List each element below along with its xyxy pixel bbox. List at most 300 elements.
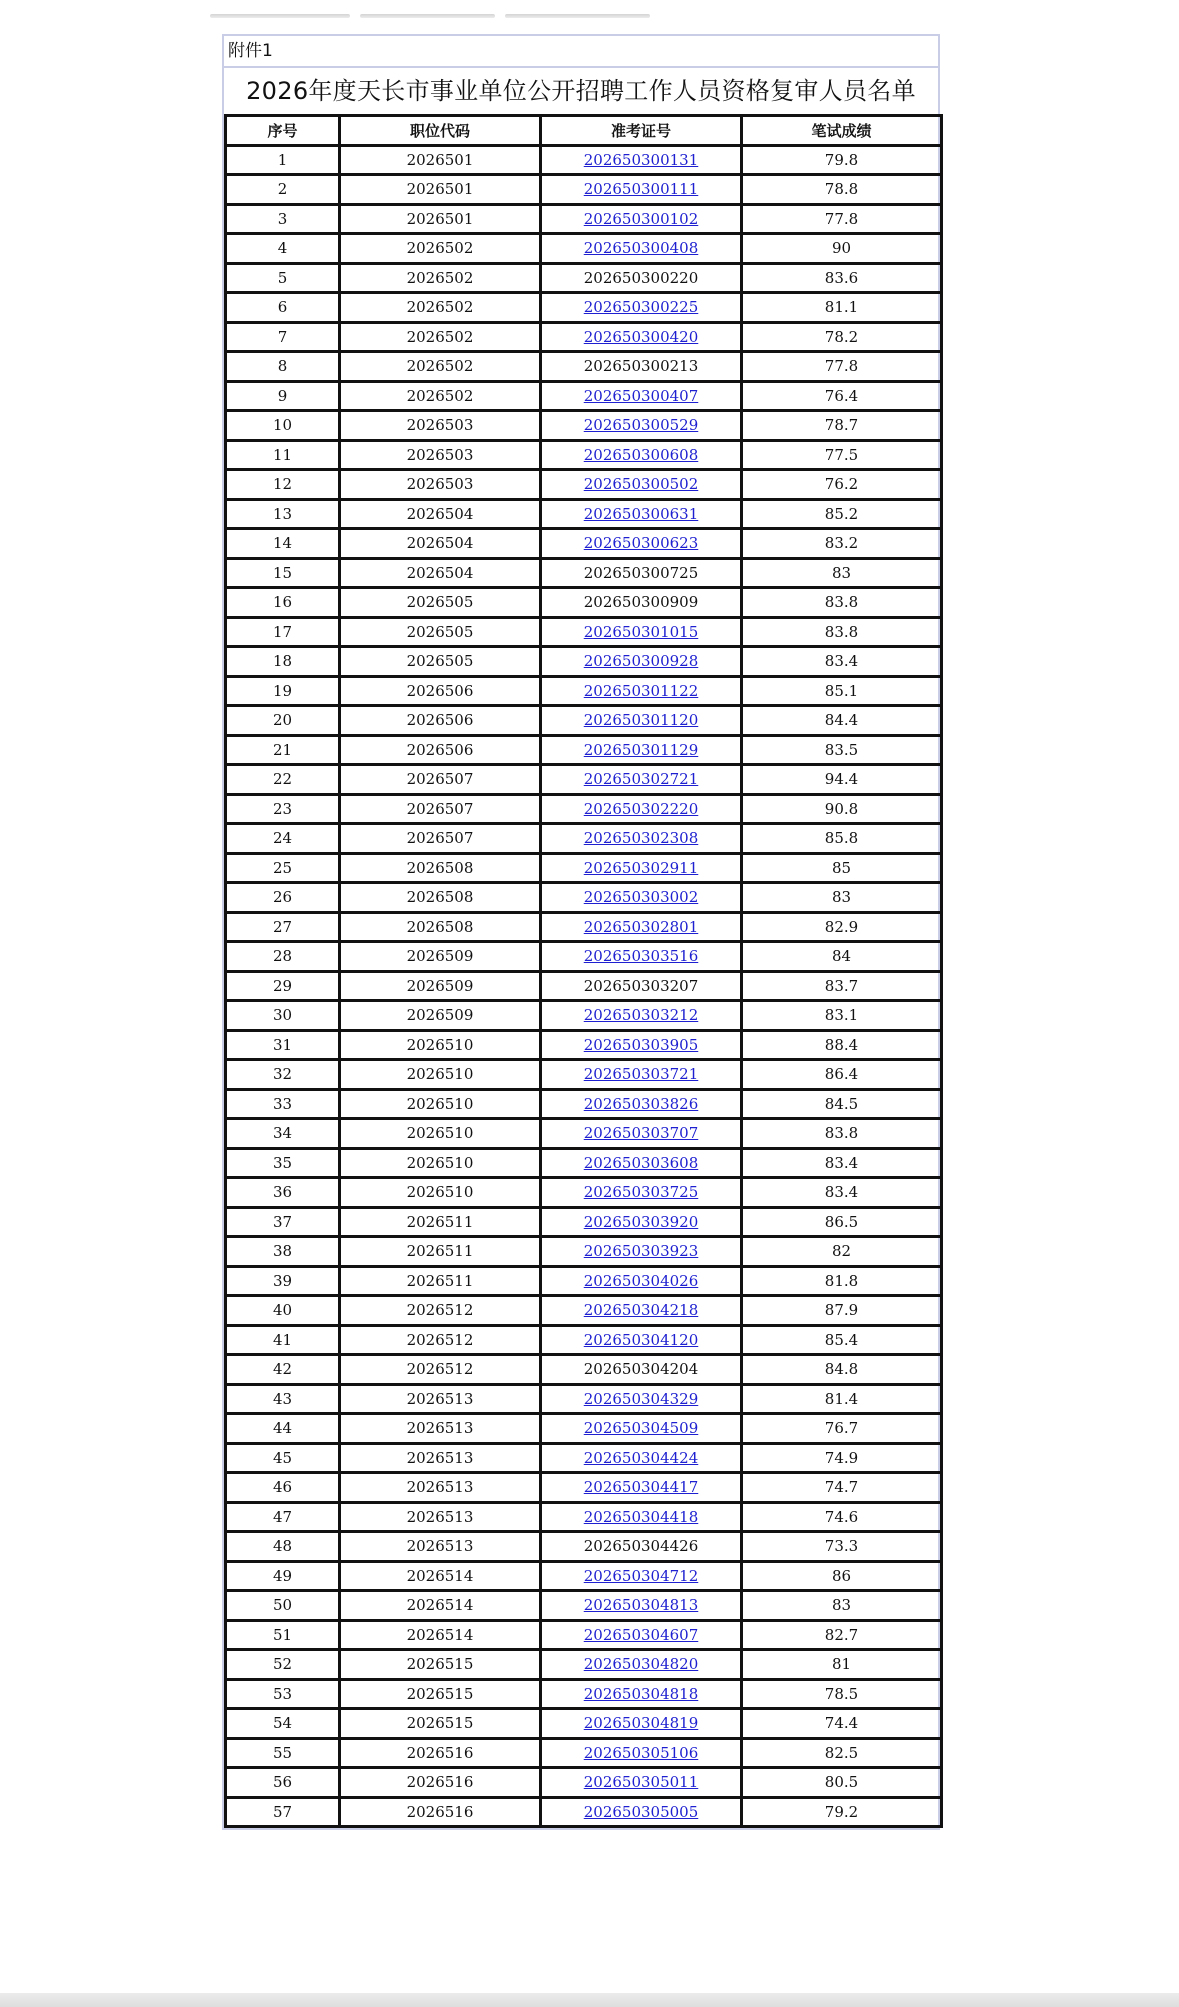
cell-score: 83.2 bbox=[742, 529, 942, 559]
cell-position-code: 2026505 bbox=[340, 588, 541, 618]
cell-seq: 5 bbox=[226, 263, 340, 293]
cell-position-code: 2026504 bbox=[340, 529, 541, 559]
cell-seq: 26 bbox=[226, 883, 340, 913]
cell-position-code: 2026513 bbox=[340, 1532, 541, 1562]
cell-score: 81.8 bbox=[742, 1266, 942, 1296]
cell-position-code: 2026513 bbox=[340, 1502, 541, 1532]
table-row bbox=[226, 853, 942, 883]
cell-score: 85 bbox=[742, 853, 942, 883]
exam-number-link[interactable]: 202650300928 bbox=[583, 652, 699, 671]
cell-exam-number[interactable] bbox=[541, 1384, 742, 1414]
top-tab-strip bbox=[210, 14, 650, 19]
cell-score: 90 bbox=[742, 234, 942, 264]
cell-score: 84.5 bbox=[742, 1089, 942, 1119]
cell-position-code: 2026509 bbox=[340, 971, 541, 1001]
cell-exam-number[interactable] bbox=[541, 440, 742, 470]
table-row bbox=[226, 1443, 942, 1473]
cell-seq: 43 bbox=[226, 1384, 340, 1414]
cell-position-code: 2026510 bbox=[340, 1089, 541, 1119]
cell-seq: 46 bbox=[226, 1473, 340, 1503]
table-row bbox=[226, 706, 942, 736]
exam-number-link[interactable]: 202650303516 bbox=[583, 947, 699, 966]
cell-seq: 17 bbox=[226, 617, 340, 647]
cell-exam-number bbox=[541, 971, 742, 1001]
cell-score: 83 bbox=[742, 558, 942, 588]
tab-indicator[interactable] bbox=[210, 14, 350, 18]
cell-exam-number[interactable] bbox=[541, 883, 742, 913]
cell-exam-number[interactable] bbox=[541, 794, 742, 824]
cell-exam-number bbox=[541, 1355, 742, 1385]
cell-seq: 53 bbox=[226, 1679, 340, 1709]
cell-exam-number[interactable] bbox=[541, 1709, 742, 1739]
cell-score: 87.9 bbox=[742, 1296, 942, 1326]
cell-score: 84.8 bbox=[742, 1355, 942, 1385]
table-row bbox=[226, 499, 942, 529]
table-row bbox=[226, 1178, 942, 1208]
column-header-seq: 序号 bbox=[226, 116, 340, 146]
cell-exam-number[interactable] bbox=[541, 1001, 742, 1031]
cell-exam-number[interactable] bbox=[541, 293, 742, 323]
cell-score: 83 bbox=[742, 883, 942, 913]
cell-position-code: 2026514 bbox=[340, 1591, 541, 1621]
cell-seq: 10 bbox=[226, 411, 340, 441]
exam-number-link[interactable]: 202650300408 bbox=[583, 239, 699, 258]
cell-exam-number[interactable] bbox=[541, 411, 742, 441]
cell-score: 73.3 bbox=[742, 1532, 942, 1562]
cell-position-code: 2026502 bbox=[340, 234, 541, 264]
cell-position-code: 2026516 bbox=[340, 1768, 541, 1798]
cell-exam-number[interactable] bbox=[541, 175, 742, 205]
cell-position-code: 2026503 bbox=[340, 470, 541, 500]
cell-exam-number[interactable] bbox=[541, 499, 742, 529]
table-row bbox=[226, 794, 942, 824]
exam-number-link[interactable]: 202650302220 bbox=[583, 799, 699, 818]
table-row bbox=[226, 1060, 942, 1090]
table-row bbox=[226, 1591, 942, 1621]
cell-exam-number[interactable] bbox=[541, 1620, 742, 1650]
cell-exam-number[interactable] bbox=[541, 234, 742, 264]
cell-score: 83.7 bbox=[742, 971, 942, 1001]
exam-number-link[interactable]: 202650304418 bbox=[583, 1507, 699, 1526]
cell-exam-number[interactable] bbox=[541, 1797, 742, 1827]
cell-score: 81 bbox=[742, 1650, 942, 1680]
table-row bbox=[226, 1620, 942, 1650]
cell-score: 76.4 bbox=[742, 381, 942, 411]
cell-seq: 48 bbox=[226, 1532, 340, 1562]
exam-number-link[interactable]: 202650300102 bbox=[583, 209, 699, 228]
exam-number-link[interactable]: 202650300631 bbox=[583, 504, 699, 523]
table-row bbox=[226, 1532, 942, 1562]
table-row bbox=[226, 234, 942, 264]
cell-position-code: 2026504 bbox=[340, 558, 541, 588]
cell-position-code: 2026515 bbox=[340, 1679, 541, 1709]
cell-position-code: 2026503 bbox=[340, 440, 541, 470]
cell-exam-number bbox=[541, 558, 742, 588]
cell-position-code: 2026515 bbox=[340, 1709, 541, 1739]
cell-position-code: 2026514 bbox=[340, 1620, 541, 1650]
cell-seq: 11 bbox=[226, 440, 340, 470]
cell-exam-number[interactable] bbox=[541, 381, 742, 411]
cell-seq: 57 bbox=[226, 1797, 340, 1827]
cell-score: 85.1 bbox=[742, 676, 942, 706]
table-row bbox=[226, 381, 942, 411]
cell-position-code: 2026514 bbox=[340, 1561, 541, 1591]
table-row bbox=[226, 824, 942, 854]
cell-position-code: 2026510 bbox=[340, 1030, 541, 1060]
exam-number-link[interactable]: 202650304509 bbox=[583, 1419, 699, 1438]
cell-score: 83.4 bbox=[742, 1148, 942, 1178]
cell-exam-number[interactable] bbox=[541, 765, 742, 795]
exam-number-link[interactable]: 202650303721 bbox=[583, 1065, 699, 1084]
cell-exam-number[interactable] bbox=[541, 1414, 742, 1444]
exam-number-link[interactable]: 202650302721 bbox=[583, 770, 699, 789]
exam-number-link[interactable]: 202650300407 bbox=[583, 386, 699, 405]
cell-position-code: 2026501 bbox=[340, 204, 541, 234]
cell-position-code: 2026512 bbox=[340, 1325, 541, 1355]
exam-number-link[interactable]: 202650303923 bbox=[583, 1242, 699, 1261]
cell-position-code: 2026502 bbox=[340, 352, 541, 382]
cell-exam-number[interactable] bbox=[541, 1148, 742, 1178]
table-row bbox=[226, 1650, 942, 1680]
exam-number-link[interactable]: 202650303920 bbox=[583, 1212, 699, 1231]
cell-seq: 56 bbox=[226, 1768, 340, 1798]
exam-number-link[interactable]: 202650300225 bbox=[583, 298, 699, 317]
exam-number-link[interactable]: 202650304818 bbox=[583, 1684, 699, 1703]
cell-position-code: 2026507 bbox=[340, 794, 541, 824]
table-row bbox=[226, 1207, 942, 1237]
cell-seq: 18 bbox=[226, 647, 340, 677]
cell-score: 74.6 bbox=[742, 1502, 942, 1532]
cell-position-code: 2026511 bbox=[340, 1237, 541, 1267]
cell-position-code: 2026512 bbox=[340, 1355, 541, 1385]
cell-score: 86.5 bbox=[742, 1207, 942, 1237]
cell-exam-number[interactable] bbox=[541, 204, 742, 234]
tab-indicator[interactable] bbox=[360, 14, 495, 18]
cell-score: 78.5 bbox=[742, 1679, 942, 1709]
exam-number-link[interactable]: 202650304712 bbox=[583, 1566, 699, 1585]
exam-number-link[interactable]: 202650300529 bbox=[583, 416, 699, 435]
table-row bbox=[226, 529, 942, 559]
cell-position-code: 2026513 bbox=[340, 1414, 541, 1444]
cell-exam-number[interactable] bbox=[541, 647, 742, 677]
cell-seq: 54 bbox=[226, 1709, 340, 1739]
cell-position-code: 2026510 bbox=[340, 1178, 541, 1208]
cell-score: 84.4 bbox=[742, 706, 942, 736]
cell-seq: 27 bbox=[226, 912, 340, 942]
cell-score: 86.4 bbox=[742, 1060, 942, 1090]
cell-score: 74.9 bbox=[742, 1443, 942, 1473]
table-row bbox=[226, 558, 942, 588]
cell-position-code: 2026509 bbox=[340, 1001, 541, 1031]
cell-seq: 41 bbox=[226, 1325, 340, 1355]
cell-position-code: 2026513 bbox=[340, 1473, 541, 1503]
cell-seq: 25 bbox=[226, 853, 340, 883]
table-row bbox=[226, 440, 942, 470]
cell-exam-number bbox=[541, 352, 742, 382]
exam-number-link[interactable]: 202650303826 bbox=[583, 1094, 699, 1113]
cell-exam-number bbox=[541, 1532, 742, 1562]
cell-score: 83.4 bbox=[742, 1178, 942, 1208]
cell-seq: 21 bbox=[226, 735, 340, 765]
exam-number-text: 202650304426 bbox=[583, 1537, 699, 1556]
cell-exam-number[interactable] bbox=[541, 1030, 742, 1060]
cell-position-code: 2026508 bbox=[340, 853, 541, 883]
cell-score: 76.2 bbox=[742, 470, 942, 500]
cell-position-code: 2026508 bbox=[340, 912, 541, 942]
table-row bbox=[226, 883, 942, 913]
cell-score: 83.4 bbox=[742, 647, 942, 677]
exam-number-link[interactable]: 202650303002 bbox=[583, 888, 699, 907]
cell-exam-number[interactable] bbox=[541, 735, 742, 765]
cell-exam-number[interactable] bbox=[541, 1119, 742, 1149]
cell-score: 83.1 bbox=[742, 1001, 942, 1031]
cell-exam-number bbox=[541, 588, 742, 618]
cell-seq: 24 bbox=[226, 824, 340, 854]
cell-score: 86 bbox=[742, 1561, 942, 1591]
cell-seq: 12 bbox=[226, 470, 340, 500]
cell-exam-number[interactable] bbox=[541, 824, 742, 854]
cell-exam-number[interactable] bbox=[541, 676, 742, 706]
table-header-row bbox=[226, 116, 942, 146]
table-row bbox=[226, 1797, 942, 1827]
table-row bbox=[226, 735, 942, 765]
cell-exam-number[interactable] bbox=[541, 1738, 742, 1768]
exam-number-link[interactable]: 202650302801 bbox=[583, 917, 699, 936]
cell-position-code: 2026510 bbox=[340, 1119, 541, 1149]
exam-number-link[interactable]: 202650303707 bbox=[583, 1124, 699, 1143]
table-row bbox=[226, 411, 942, 441]
page-title: 2026年度天长市事业单位公开招聘工作人员资格复审人员名单 bbox=[246, 77, 916, 105]
table-row bbox=[226, 647, 942, 677]
table-row bbox=[226, 1738, 942, 1768]
cell-position-code: 2026513 bbox=[340, 1443, 541, 1473]
cell-score: 90.8 bbox=[742, 794, 942, 824]
exam-number-link[interactable]: 202650300623 bbox=[583, 534, 699, 553]
exam-number-link[interactable]: 202650302911 bbox=[583, 858, 699, 877]
exam-number-link[interactable]: 202650305011 bbox=[583, 1773, 699, 1792]
cell-exam-number[interactable] bbox=[541, 1502, 742, 1532]
table-row bbox=[226, 1325, 942, 1355]
table-row bbox=[226, 1355, 942, 1385]
table-row bbox=[226, 1089, 942, 1119]
table-row bbox=[226, 1237, 942, 1267]
cell-score: 76.7 bbox=[742, 1414, 942, 1444]
cell-exam-number[interactable] bbox=[541, 1443, 742, 1473]
exam-number-link[interactable]: 202650304417 bbox=[583, 1478, 699, 1497]
cell-seq: 13 bbox=[226, 499, 340, 529]
table-row bbox=[226, 1030, 942, 1060]
exam-number-link[interactable]: 202650304820 bbox=[583, 1655, 699, 1674]
cell-seq: 38 bbox=[226, 1237, 340, 1267]
cell-seq: 20 bbox=[226, 706, 340, 736]
cell-exam-number[interactable] bbox=[541, 529, 742, 559]
table-row bbox=[226, 1384, 942, 1414]
cell-score: 80.5 bbox=[742, 1768, 942, 1798]
cell-exam-number[interactable] bbox=[541, 322, 742, 352]
cell-position-code: 2026506 bbox=[340, 706, 541, 736]
cell-score: 74.4 bbox=[742, 1709, 942, 1739]
cell-seq: 33 bbox=[226, 1089, 340, 1119]
cell-seq: 39 bbox=[226, 1266, 340, 1296]
cell-exam-number[interactable] bbox=[541, 1207, 742, 1237]
exam-number-link[interactable]: 202650302308 bbox=[583, 829, 699, 848]
cell-position-code: 2026515 bbox=[340, 1650, 541, 1680]
exam-number-link[interactable]: 202650303212 bbox=[583, 1006, 699, 1025]
exam-number-link[interactable]: 202650300502 bbox=[583, 475, 699, 494]
cell-position-code: 2026502 bbox=[340, 293, 541, 323]
exam-number-link[interactable]: 202650304329 bbox=[583, 1389, 699, 1408]
cell-position-code: 2026511 bbox=[340, 1207, 541, 1237]
cell-exam-number[interactable] bbox=[541, 1296, 742, 1326]
cell-position-code: 2026516 bbox=[340, 1797, 541, 1827]
cell-score: 85.2 bbox=[742, 499, 942, 529]
cell-exam-number[interactable] bbox=[541, 1679, 742, 1709]
cell-exam-number[interactable] bbox=[541, 145, 742, 175]
cell-score: 82.9 bbox=[742, 912, 942, 942]
cell-seq: 47 bbox=[226, 1502, 340, 1532]
cell-seq: 19 bbox=[226, 676, 340, 706]
exam-number-link[interactable]: 202650304120 bbox=[583, 1330, 699, 1349]
table-row bbox=[226, 912, 942, 942]
exam-number-text: 202650304204 bbox=[583, 1360, 699, 1379]
cell-exam-number[interactable] bbox=[541, 706, 742, 736]
cell-seq: 16 bbox=[226, 588, 340, 618]
table-row bbox=[226, 1679, 942, 1709]
cell-seq: 42 bbox=[226, 1355, 340, 1385]
table-row bbox=[226, 1296, 942, 1326]
cell-exam-number[interactable] bbox=[541, 1089, 742, 1119]
exam-number-link[interactable]: 202650300608 bbox=[583, 445, 699, 464]
cell-score: 81.4 bbox=[742, 1384, 942, 1414]
cell-exam-number[interactable] bbox=[541, 912, 742, 942]
cell-exam-number[interactable] bbox=[541, 1237, 742, 1267]
column-header-exam-number: 准考证号 bbox=[541, 116, 742, 146]
cell-score: 83.8 bbox=[742, 617, 942, 647]
cell-score: 83.5 bbox=[742, 735, 942, 765]
cell-exam-number[interactable] bbox=[541, 1178, 742, 1208]
cell-seq: 7 bbox=[226, 322, 340, 352]
cell-exam-number[interactable] bbox=[541, 1768, 742, 1798]
cell-exam-number[interactable] bbox=[541, 1650, 742, 1680]
cell-seq: 22 bbox=[226, 765, 340, 795]
exam-number-link[interactable]: 202650304607 bbox=[583, 1625, 699, 1644]
cell-seq: 15 bbox=[226, 558, 340, 588]
exam-number-link[interactable]: 202650303608 bbox=[583, 1153, 699, 1172]
cell-score: 77.5 bbox=[742, 440, 942, 470]
exam-number-link[interactable]: 202650300111 bbox=[583, 180, 699, 199]
exam-number-link[interactable]: 202650305106 bbox=[583, 1743, 699, 1762]
table-row bbox=[226, 145, 942, 175]
cell-position-code: 2026511 bbox=[340, 1266, 541, 1296]
exam-number-link[interactable]: 202650303905 bbox=[583, 1035, 699, 1054]
exam-number-link[interactable]: 202650300420 bbox=[583, 327, 699, 346]
cell-score: 83 bbox=[742, 1591, 942, 1621]
cell-exam-number[interactable] bbox=[541, 617, 742, 647]
cell-position-code: 2026507 bbox=[340, 765, 541, 795]
exam-number-link[interactable]: 202650304424 bbox=[583, 1448, 699, 1467]
table-row bbox=[226, 293, 942, 323]
cell-seq: 3 bbox=[226, 204, 340, 234]
cell-seq: 45 bbox=[226, 1443, 340, 1473]
cell-score: 83.8 bbox=[742, 588, 942, 618]
cell-position-code: 2026502 bbox=[340, 322, 541, 352]
cell-exam-number[interactable] bbox=[541, 1591, 742, 1621]
cell-seq: 14 bbox=[226, 529, 340, 559]
cell-position-code: 2026508 bbox=[340, 883, 541, 913]
cell-position-code: 2026501 bbox=[340, 175, 541, 205]
exam-number-link[interactable]: 202650301122 bbox=[583, 681, 699, 700]
cell-score: 78.2 bbox=[742, 322, 942, 352]
cell-seq: 1 bbox=[226, 145, 340, 175]
exam-number-link[interactable]: 202650304813 bbox=[583, 1596, 699, 1615]
cell-exam-number[interactable] bbox=[541, 1266, 742, 1296]
cell-score: 77.8 bbox=[742, 352, 942, 382]
cell-exam-number[interactable] bbox=[541, 942, 742, 972]
cell-exam-number[interactable] bbox=[541, 1473, 742, 1503]
exam-number-text: 202650300213 bbox=[583, 357, 699, 376]
table-row bbox=[226, 1709, 942, 1739]
exam-number-link[interactable]: 202650300131 bbox=[583, 150, 699, 169]
cell-exam-number[interactable] bbox=[541, 1060, 742, 1090]
cell-exam-number[interactable] bbox=[541, 1561, 742, 1591]
cell-seq: 6 bbox=[226, 293, 340, 323]
cell-position-code: 2026516 bbox=[340, 1738, 541, 1768]
cell-exam-number bbox=[541, 263, 742, 293]
table-row bbox=[226, 322, 942, 352]
annex-label: 附件1 bbox=[224, 36, 938, 68]
cell-exam-number[interactable] bbox=[541, 470, 742, 500]
table-row bbox=[226, 1119, 942, 1149]
tab-indicator[interactable] bbox=[505, 14, 650, 18]
exam-number-link[interactable]: 202650301120 bbox=[583, 711, 699, 730]
cell-score: 94.4 bbox=[742, 765, 942, 795]
cell-seq: 44 bbox=[226, 1414, 340, 1444]
cell-seq: 50 bbox=[226, 1591, 340, 1621]
cell-score: 85.4 bbox=[742, 1325, 942, 1355]
exam-number-link[interactable]: 202650305005 bbox=[583, 1802, 699, 1821]
exam-number-link[interactable]: 202650303725 bbox=[583, 1183, 699, 1202]
table-row bbox=[226, 765, 942, 795]
exam-number-link[interactable]: 202650301129 bbox=[583, 740, 699, 759]
cell-seq: 51 bbox=[226, 1620, 340, 1650]
cell-seq: 30 bbox=[226, 1001, 340, 1031]
cell-exam-number[interactable] bbox=[541, 1325, 742, 1355]
cell-seq: 37 bbox=[226, 1207, 340, 1237]
cell-seq: 32 bbox=[226, 1060, 340, 1090]
exam-number-link[interactable]: 202650304218 bbox=[583, 1301, 699, 1320]
cell-score: 79.2 bbox=[742, 1797, 942, 1827]
table-row bbox=[226, 617, 942, 647]
exam-number-link[interactable]: 202650304819 bbox=[583, 1714, 699, 1733]
bottom-scroll-bar[interactable] bbox=[0, 1993, 1179, 2007]
cell-seq: 2 bbox=[226, 175, 340, 205]
column-header-score: 笔试成绩 bbox=[742, 116, 942, 146]
cell-score: 88.4 bbox=[742, 1030, 942, 1060]
exam-number-text: 202650303207 bbox=[583, 976, 699, 995]
cell-position-code: 2026506 bbox=[340, 676, 541, 706]
exam-number-link[interactable]: 202650301015 bbox=[583, 622, 699, 641]
table-row bbox=[226, 676, 942, 706]
cell-exam-number[interactable] bbox=[541, 853, 742, 883]
document-sheet bbox=[222, 34, 940, 1830]
cell-seq: 31 bbox=[226, 1030, 340, 1060]
cell-score: 84 bbox=[742, 942, 942, 972]
exam-number-text: 202650300725 bbox=[583, 563, 699, 582]
cell-position-code: 2026502 bbox=[340, 381, 541, 411]
cell-score: 82.7 bbox=[742, 1620, 942, 1650]
table-row bbox=[226, 1001, 942, 1031]
exam-number-link[interactable]: 202650304026 bbox=[583, 1271, 699, 1290]
